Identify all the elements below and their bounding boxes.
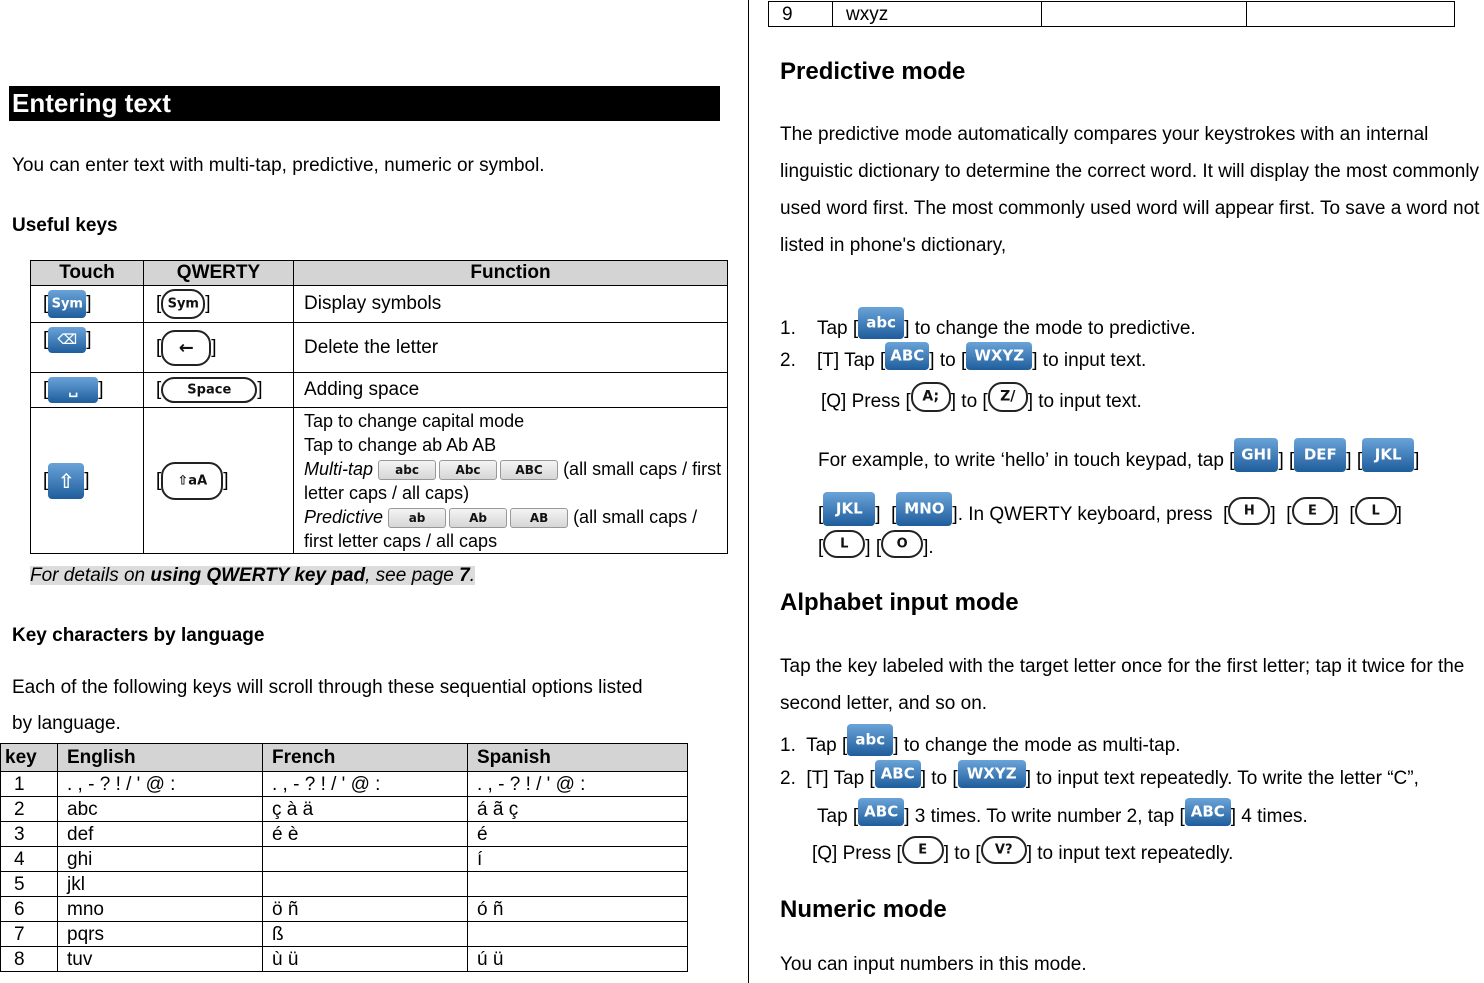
E-key-icon: E <box>902 836 944 864</box>
table-row <box>1 772 688 797</box>
multitap-description: (all small caps / first letter caps / all caps) <box>304 458 722 503</box>
table-cell: ghi <box>58 847 263 872</box>
predictive-description: (all small caps / first letter caps / all caps <box>304 506 698 551</box>
note-link[interactable]: using QWERTY key pad <box>150 565 366 586</box>
table-row <box>1 822 688 847</box>
enter-back-key-icon: ← <box>161 330 211 366</box>
E-key-icon: E <box>1292 497 1334 525</box>
table-cell <box>1247 2 1455 27</box>
numeric-text: You can input numbers in this mode. <box>780 954 1087 975</box>
WXYZ-key-icon: WXYZ <box>966 342 1032 370</box>
table-cell <box>468 872 688 897</box>
function-cell: Adding space <box>294 373 728 408</box>
table-row <box>31 323 728 373</box>
table-cell: . , - ? ! / ' @ : <box>58 772 263 797</box>
table-cell: abc <box>58 797 263 822</box>
table-row <box>769 2 1455 27</box>
table-cell <box>468 922 688 947</box>
column-header-touch: Touch <box>31 261 144 286</box>
predictive-AB-icon: AB <box>510 508 568 528</box>
table-cell: á ã ç <box>468 797 688 822</box>
column-header-function: Function <box>294 261 728 286</box>
multitap-Abc-icon: Abc <box>439 460 497 480</box>
table-cell: é è <box>263 822 468 847</box>
table-header-row <box>1 744 688 772</box>
table-cell: 4 <box>1 847 58 872</box>
table-cell: ó ñ <box>468 897 688 922</box>
numeric-heading: Numeric mode <box>780 896 947 923</box>
table-cell: 7 <box>1 922 58 947</box>
function-line: Tap to change capital mode <box>304 410 525 431</box>
language-table-continued <box>768 1 1455 27</box>
alpha-step-2-qwerty: [Q] Press [ E ] to [ V? ] to input text repeatedly. <box>812 840 1233 868</box>
DEF-key-icon: DEF <box>1294 438 1346 472</box>
function-line: Tap to change ab Ab AB <box>304 434 497 455</box>
lang-intro-line1: Each of the following keys will scroll through these sequential options listed <box>12 677 643 698</box>
multitap-abc-icon: abc <box>378 460 436 480</box>
A-key-icon: A; <box>911 382 951 412</box>
multitap-label: Multi-tap <box>304 458 374 479</box>
useful-keys-table <box>30 260 728 554</box>
column-divider <box>748 0 749 983</box>
V-key-icon: V? <box>981 836 1027 864</box>
touch-cell: [ ⇧ ] <box>31 408 144 554</box>
table-row <box>31 373 728 408</box>
useful-keys-heading: Useful keys <box>12 215 118 236</box>
function-cell: Display symbols <box>294 286 728 323</box>
predictive-ab-icon: ab <box>388 508 446 528</box>
qwerty-note: For details on using QWERTY key pad, see page 7. <box>30 565 475 586</box>
alphabet-heading: Alphabet input mode <box>780 589 1019 616</box>
table-row <box>1 947 688 972</box>
function-cell: Delete the letter <box>294 323 728 373</box>
shift-key-icon: ⇧ <box>48 463 84 499</box>
abc-mode-key-icon: abc <box>847 724 893 756</box>
qwerty-cell: [ ⇧aA ] <box>144 408 294 554</box>
pred-step-1: 1. Tap [ abc ] to change the mode to predictive. <box>780 313 1196 345</box>
language-table-body <box>1 772 688 972</box>
alpha-step-2b: Tap [ ABC ] 3 times. To write number 2, tap [ ABC ] 4 times. <box>817 803 1308 831</box>
alphabet-text: Tap the key labeled with the target letter once for the first letter; tap it twice for the second letter, and so on. <box>780 656 1465 714</box>
touch-cell: [ ⌫ ] <box>31 323 144 373</box>
ABC-key-icon: ABC <box>875 760 921 788</box>
L-key-icon: L <box>1355 497 1397 525</box>
table-cell: 8 <box>1 947 58 972</box>
ABC-key-icon: ABC <box>858 798 904 826</box>
language-table <box>0 743 688 972</box>
table-cell: ö ñ <box>263 897 468 922</box>
predictive-label: Predictive <box>304 506 384 527</box>
sym-key-icon: Sym <box>48 290 86 318</box>
table-row <box>1 922 688 947</box>
table-row <box>1 847 688 872</box>
column-header-qwerty: QWERTY <box>144 261 294 286</box>
table-cell: ß <box>263 922 468 947</box>
table-row <box>31 408 728 554</box>
predictive-line <box>304 505 723 553</box>
table-cell: pqrs <box>58 922 263 947</box>
function-cell <box>294 408 728 554</box>
example-line-1: For example, to write ‘hello’ in touch keypad, tap [ GHI ] [ DEF ] [ JKL ] <box>818 444 1419 478</box>
multitap-ABC-icon: ABC <box>500 460 558 480</box>
table-cell: wxyz <box>833 2 1042 27</box>
L-key-icon: L <box>823 530 865 558</box>
sym-round-key-icon: Sym <box>161 289 205 319</box>
abc-mode-key-icon: abc <box>858 307 904 339</box>
pred-step-2-qwerty: [Q] Press [ A; ] to [ Z/ ] to input text. <box>821 387 1142 417</box>
WXYZ-key-icon: WXYZ <box>958 760 1026 788</box>
alpha-step-1: 1. Tap [ abc ] to change the mode as multi-tap. <box>780 730 1181 762</box>
table-row <box>31 286 728 323</box>
JKL-key-icon: JKL <box>1362 438 1414 472</box>
predictive-text: The predictive mode automatically compares your keystrokes with an internal linguistic dictionary to determine the correct word. It will display the most commonly used word first. The most commonly used word will appear first. To save a word not listed in phone's dictionary, <box>780 124 1480 256</box>
JKL-key-icon: JKL <box>823 492 875 526</box>
H-key-icon: H <box>1228 497 1270 525</box>
lang-heading: Key characters by language <box>12 625 265 646</box>
qwerty-cell: [ ← ] <box>144 323 294 373</box>
table-cell: . , - ? ! / ' @ : <box>468 772 688 797</box>
touch-cell: [ Sym ] <box>31 286 144 323</box>
table-cell: ç à ä <box>263 797 468 822</box>
column-header-spanish: Spanish <box>468 744 688 772</box>
space-bar-key-icon: Space <box>161 377 257 403</box>
multitap-line <box>304 457 723 505</box>
alpha-step-2: 2. [T] Tap [ ABC ] to [ WXYZ ] to input text repeatedly. To write the letter “C”, <box>780 765 1419 793</box>
table-row <box>1 872 688 897</box>
MNO-key-icon: MNO <box>896 492 952 526</box>
GHI-key-icon: GHI <box>1234 438 1278 472</box>
table-cell: 6 <box>1 897 58 922</box>
pred-step-2: 2. [T] Tap [ ABC ] to [ WXYZ ] to input text. <box>780 347 1146 375</box>
column-header-english: English <box>58 744 263 772</box>
table-header-row <box>31 261 728 286</box>
table-cell: mno <box>58 897 263 922</box>
backspace-key-icon: ⌫ <box>48 327 86 353</box>
table-cell <box>263 872 468 897</box>
table-cell <box>263 847 468 872</box>
table-row <box>1 797 688 822</box>
ABC-key-icon: ABC <box>1185 798 1231 826</box>
table-cell: 1 <box>1 772 58 797</box>
table-cell: ù ü <box>263 947 468 972</box>
table-cell: jkl <box>58 872 263 897</box>
shift-aA-key-icon: ⇧aA <box>161 462 223 500</box>
table-cell: 2 <box>1 797 58 822</box>
table-cell: 3 <box>1 822 58 847</box>
Z-key-icon: Z/ <box>988 382 1028 412</box>
predictive-heading: Predictive mode <box>780 58 966 85</box>
table-cell: ú ü <box>468 947 688 972</box>
table-cell: é <box>468 822 688 847</box>
space-key-icon: ␣ <box>48 377 98 403</box>
O-key-icon: O <box>881 530 923 558</box>
example-line-2: [ JKL ] [ MNO ]. In QWERTY keyboard, press [ H ] [ E ] [ L ] <box>818 498 1402 532</box>
touch-cell: [ ␣ ] <box>31 373 144 408</box>
table-cell: def <box>58 822 263 847</box>
predictive-Ab-icon: Ab <box>449 508 507 528</box>
column-header-french: French <box>263 744 468 772</box>
column-header-key: key <box>1 744 58 772</box>
table-cell: tuv <box>58 947 263 972</box>
lang-intro-line2: by language. <box>12 713 121 734</box>
table-cell: í <box>468 847 688 872</box>
qwerty-cell: [ Sym ] <box>144 286 294 323</box>
qwerty-cell: [ Space ] <box>144 373 294 408</box>
table-cell: 9 <box>769 2 833 27</box>
example-line-3: [ L ] [ O ]. <box>818 534 934 562</box>
table-cell: . , - ? ! / ' @ : <box>263 772 468 797</box>
table-cell: 5 <box>1 872 58 897</box>
ABC-key-icon: ABC <box>885 342 929 370</box>
intro-text: You can enter text with multi-tap, predictive, numeric or symbol. <box>12 155 545 176</box>
page-title: Entering text <box>9 86 720 121</box>
table-cell <box>1042 2 1247 27</box>
table-row <box>1 897 688 922</box>
